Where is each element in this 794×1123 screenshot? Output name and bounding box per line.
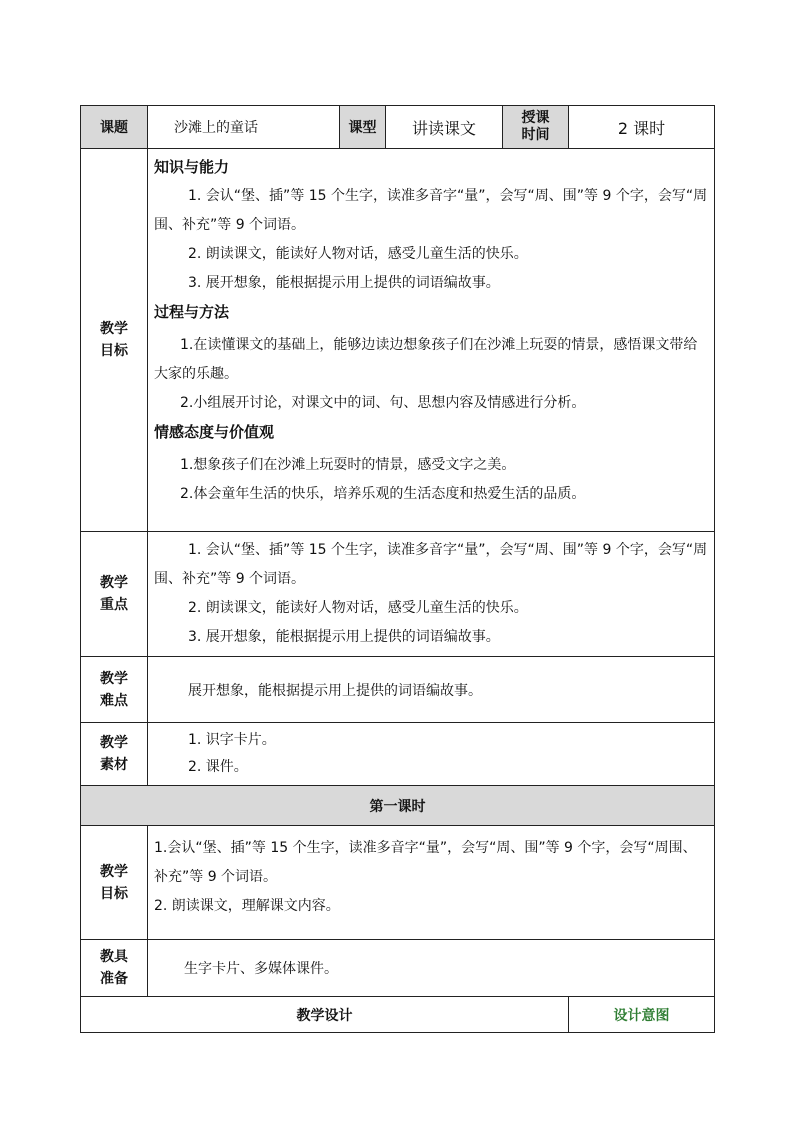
materials-label (81, 723, 148, 786)
topic-label: 课题 (81, 106, 148, 149)
period-goal-item: 2. 朗读课文，理解课文内容。 (154, 898, 340, 914)
keypoints-label (81, 532, 148, 657)
keypoint-item: 3. 展开想象，能根据提示用上提供的词语编故事。 (188, 629, 500, 645)
emotion-title: 情感态度与价值观 (154, 423, 275, 441)
lesson-plan-table (80, 105, 715, 1033)
period-goals-label (81, 826, 148, 940)
period-goals-label-line2: 目标 (100, 885, 128, 902)
period-goals-label-line1: 教学 (100, 863, 128, 880)
knowledge-item: 3. 展开想象，能根据提示用上提供的词语编故事。 (188, 275, 500, 291)
tools-label-line2: 准备 (100, 971, 128, 987)
type-value: 讲读课文 (386, 106, 503, 149)
goals-label-line2: 目标 (100, 343, 128, 359)
tools-label (81, 940, 148, 997)
header-row (81, 106, 715, 149)
keypoints-row (81, 532, 715, 657)
goals-row (81, 149, 715, 532)
time-label-line2: 时间 (521, 127, 550, 143)
materials-label-line1: 教学 (100, 735, 128, 751)
time-value: 2 课时 (569, 106, 715, 149)
knowledge-item: 2. 朗读课文，能读好人物对话，感受儿童生活的快乐。 (188, 246, 528, 262)
keypoints-label-line1: 教学 (100, 575, 128, 591)
time-label (503, 106, 569, 149)
emotion-item: 2.体会童年生活的快乐，培养乐观的生活态度和热爱生活的品质。 (180, 486, 586, 502)
goals-label (81, 149, 148, 532)
design-label: 教学设计 (81, 997, 569, 1033)
process-title: 过程与方法 (154, 303, 230, 321)
materials-label-line2: 素材 (100, 757, 128, 773)
period-goal-item: 1.会认“堡、插”等 15 个生字，读准多音字“量”，会写“周、围”等 9 个字，会写“周围、补充”等 9 个词语。 (154, 840, 697, 885)
tools-text: 生字卡片、多媒体课件。 (148, 940, 715, 997)
period-goals-content (148, 826, 715, 940)
keypoints-label-line2: 重点 (100, 597, 128, 613)
difficulty-label (81, 657, 148, 723)
type-label: 课型 (340, 106, 386, 149)
period-goals-row (81, 826, 715, 940)
footer-row (81, 997, 715, 1033)
first-period-title: 第一课时 (81, 786, 715, 826)
process-item: 1.在读懂课文的基础上，能够边读边想象孩子们在沙滩上玩耍的情景，感悟课文带给大家的乐趣。 (154, 337, 698, 382)
intent-label: 设计意图 (569, 997, 715, 1033)
keypoint-item: 1. 会认“堡、插”等 15 个生字，读准多音字“量”，会写“周、围”等 9 个字，会写“周围、补充”等 9 个词语。 (154, 542, 708, 587)
first-period-row (81, 786, 715, 826)
material-item: 2. 课件。 (188, 759, 248, 775)
topic-value: 沙滩上的童话 (148, 106, 340, 149)
materials-content (148, 723, 715, 786)
emotion-item: 1.想象孩子们在沙滩上玩耍时的情景，感受文字之美。 (180, 457, 516, 473)
materials-row (81, 723, 715, 786)
tools-row (81, 940, 715, 997)
goals-content (148, 149, 715, 532)
knowledge-title: 知识与能力 (154, 158, 230, 176)
difficulty-label-line2: 难点 (100, 692, 128, 709)
process-item: 2.小组展开讨论，对课文中的词、句、思想内容及情感进行分析。 (180, 395, 586, 411)
keypoint-item: 2. 朗读课文，能读好人物对话，感受儿童生活的快乐。 (188, 600, 528, 616)
keypoints-content (148, 532, 715, 657)
tools-label-line1: 教具 (100, 949, 128, 965)
difficulty-row (81, 657, 715, 723)
knowledge-item: 1. 会认“堡、插”等 15 个生字，读准多音字“量”，会写“周、围”等 9 个字，会写“周围、补充”等 9 个词语。 (154, 188, 708, 233)
difficulty-text: 展开想象，能根据提示用上提供的词语编故事。 (148, 657, 715, 723)
material-item: 1. 识字卡片。 (188, 732, 276, 748)
time-label-line1: 授课 (521, 110, 550, 126)
goals-label-line1: 教学 (100, 321, 128, 337)
difficulty-label-line1: 教学 (100, 670, 128, 687)
